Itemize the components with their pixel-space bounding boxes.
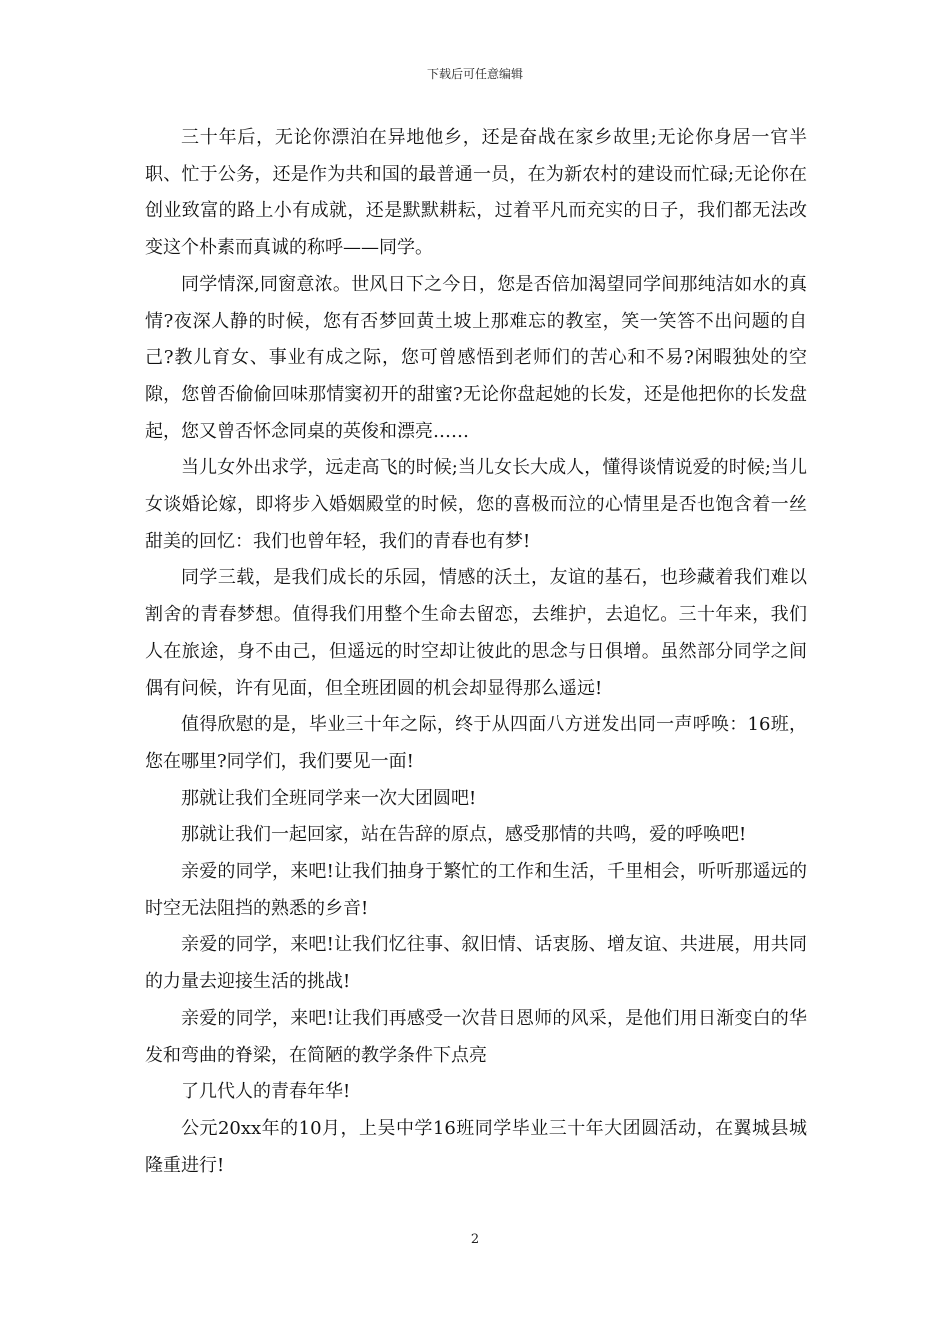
- paragraph: 同学情深,同窗意浓。世风日下之今日，您是否倍加渴望同学间那纯洁如水的真情?夜深人静的时候，您有否梦回黄土坡上那难忘的教室，笑一笑答不出问题的自己?教儿育女、事业有成之际，您可曾感悟到老师们的苦心和不易?闲暇独处的空隙，您曾否偷偷回味那情窦初开的甜蜜?无论你盘起她的长发，还是他把你的长发盘起，您又曾否怀念同桌的英俊和漂亮……: [145, 273, 807, 442]
- paragraph: 亲爱的同学，来吧!让我们抽身于繁忙的工作和生活，千里相会，听听那遥远的时空无法阻挡的熟悉的乡音!: [145, 861, 807, 919]
- page-header: 下载后可任意编辑: [426, 67, 523, 81]
- paragraph: 值得欣慰的是，毕业三十年之际，终于从四面八方迸发出同一声呼唤：16班，您在哪里?同学们，我们要见一面!: [145, 714, 807, 772]
- paragraph: 公元20xx年的10月，上吴中学16班同学毕业三十年大团圆活动，在翼城县城隆重进行!: [145, 1117, 807, 1176]
- paragraph: 那就让我们一起回家，站在告辞的原点，感受那情的共鸣，爱的呼唤吧!: [181, 824, 747, 846]
- paragraph: 三十年后，无论你漂泊在异地他乡，还是奋战在家乡故里;无论你身居一官半职、忙于公务，还是作为共和国的最普通一员，在为新农村的建设而忙碌;无论你在创业致富的路上小有成就，还是默默耕耘，过着平凡而充实的日子，我们都无法改变这个朴素而真诚的称呼——同学。: [145, 127, 807, 259]
- paragraph: 亲爱的同学，来吧!让我们再感受一次昔日恩师的风采，是他们用日渐变白的华发和弯曲的脊梁，在简陋的教学条件下点亮: [145, 1007, 807, 1066]
- paragraph: 当儿女外出求学，远走高飞的时候;当儿女长大成人，懂得谈情说爱的时候;当儿女谈婚论嫁，即将步入婚姻殿堂的时候，您的喜极而泣的心情里是否也饱含着一丝甜美的回忆：我们也曾年轻，我们的青春也有梦!: [145, 457, 807, 552]
- paragraph: 了几代人的青春年华!: [181, 1081, 351, 1103]
- page-number: 2: [470, 1232, 480, 1247]
- paragraph: 同学三载，是我们成长的乐园，情感的沃土，友谊的基石，也珍藏着我们难以割舍的青春梦想。值得我们用整个生命去留恋，去维护，去追忆。三十年来，我们人在旅途，身不由己，但遥远的时空却让彼此的思念与日俱增。虽然部分同学之间偶有问候，许有见面，但全班团圆的机会却显得那么遥远!: [145, 567, 807, 699]
- document-body: [145, 120, 807, 1184]
- paragraph: 亲爱的同学，来吧!让我们忆往事、叙旧情、话衷肠、增友谊、共进展，用共同的力量去迎接生活的挑战!: [145, 934, 807, 993]
- paragraph: 那就让我们全班同学来一次大团圆吧!: [181, 787, 477, 809]
